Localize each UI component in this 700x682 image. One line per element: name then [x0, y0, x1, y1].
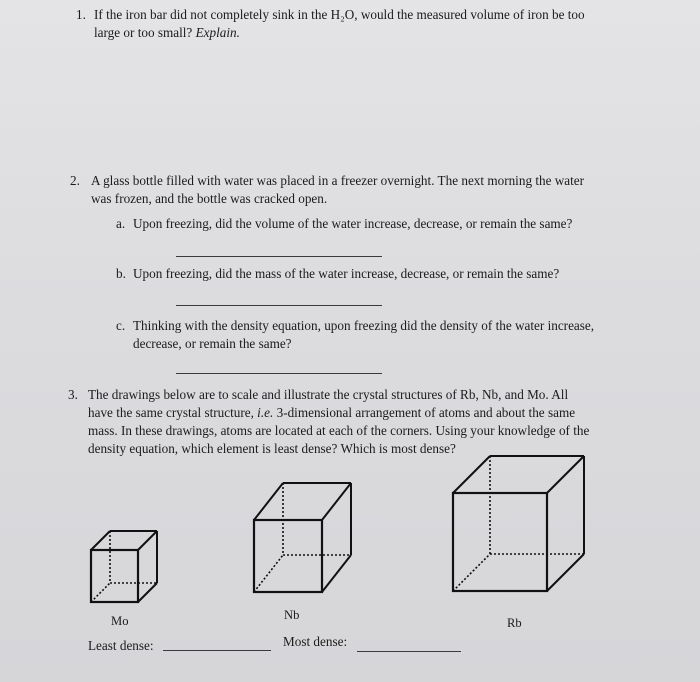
q3-number: 3.	[68, 387, 78, 402]
least-dense-answer-line[interactable]	[163, 650, 271, 651]
q3-line-2b: 3-dimensional arrangement of atoms and about the same	[276, 405, 576, 420]
q2b-text: Upon freezing, did the mass of the water increase, decrease, or remain the same?	[133, 266, 560, 281]
q3-line-1: The drawings below are to scale and illustrate the crystal structures of Rb, Nb, and Mo. All	[88, 387, 569, 402]
mo-label: Mo	[111, 614, 129, 628]
nb-label: Nb	[284, 608, 300, 622]
nb-cube-front-face	[254, 520, 322, 592]
nb-cube-hidden-edges	[254, 483, 351, 592]
q2b-letter: b.	[116, 266, 126, 281]
q2c-line-1: Thinking with the density equation, upon freezing did the density of the water increase,	[133, 318, 595, 333]
q1-number: 1.	[76, 7, 86, 22]
q2a-answer-line[interactable]	[176, 256, 382, 257]
q2-number: 2.	[70, 173, 80, 188]
q2c-letter: c.	[116, 318, 126, 333]
rb-label: Rb	[507, 616, 522, 630]
most-dense-answer-line[interactable]	[357, 651, 461, 652]
q2b-answer-line[interactable]	[176, 305, 382, 306]
mo-cube-front-face	[91, 550, 138, 602]
q2c-answer-line[interactable]	[176, 373, 382, 374]
mo-cube-edges	[91, 531, 157, 602]
q1-line-1: If the iron bar did not completely sink in the H₂O, would the measured volume of iron be too	[94, 7, 585, 22]
q3-ie: i.e.	[257, 405, 274, 420]
q3-line-2	[88, 404, 575, 422]
q2a-letter: a.	[116, 216, 126, 231]
q2-line-2: was frozen, and the bottle was cracked open.	[91, 191, 328, 206]
nb-cube-diagram	[251, 480, 357, 596]
q3-line-2a: have the same crystal structure,	[88, 405, 254, 420]
q2-line-1: A glass bottle filled with water was placed in a freezer overnight. The next morning the water	[91, 173, 585, 188]
least-dense-label: Least dense:	[88, 638, 154, 653]
rb-cube-diagram	[450, 453, 590, 595]
q3-line-3: mass. In these drawings, atoms are located at each of the corners. Using your knowledge of the	[88, 423, 590, 438]
nb-cube-edges	[254, 483, 351, 592]
q3-line-4: density equation, which element is least dense? Which is most dense?	[88, 441, 456, 456]
q2a-text: Upon freezing, did the volume of the water increase, decrease, or remain the same?	[133, 216, 573, 231]
q1-line-2-text: large or too small?	[94, 25, 193, 40]
q2c-line-2: decrease, or remain the same?	[133, 336, 292, 351]
mo-cube-diagram	[88, 528, 163, 608]
most-dense-label: Most dense:	[283, 634, 348, 649]
q1-explain: Explain.	[195, 25, 240, 40]
q1-line-2	[94, 24, 240, 42]
